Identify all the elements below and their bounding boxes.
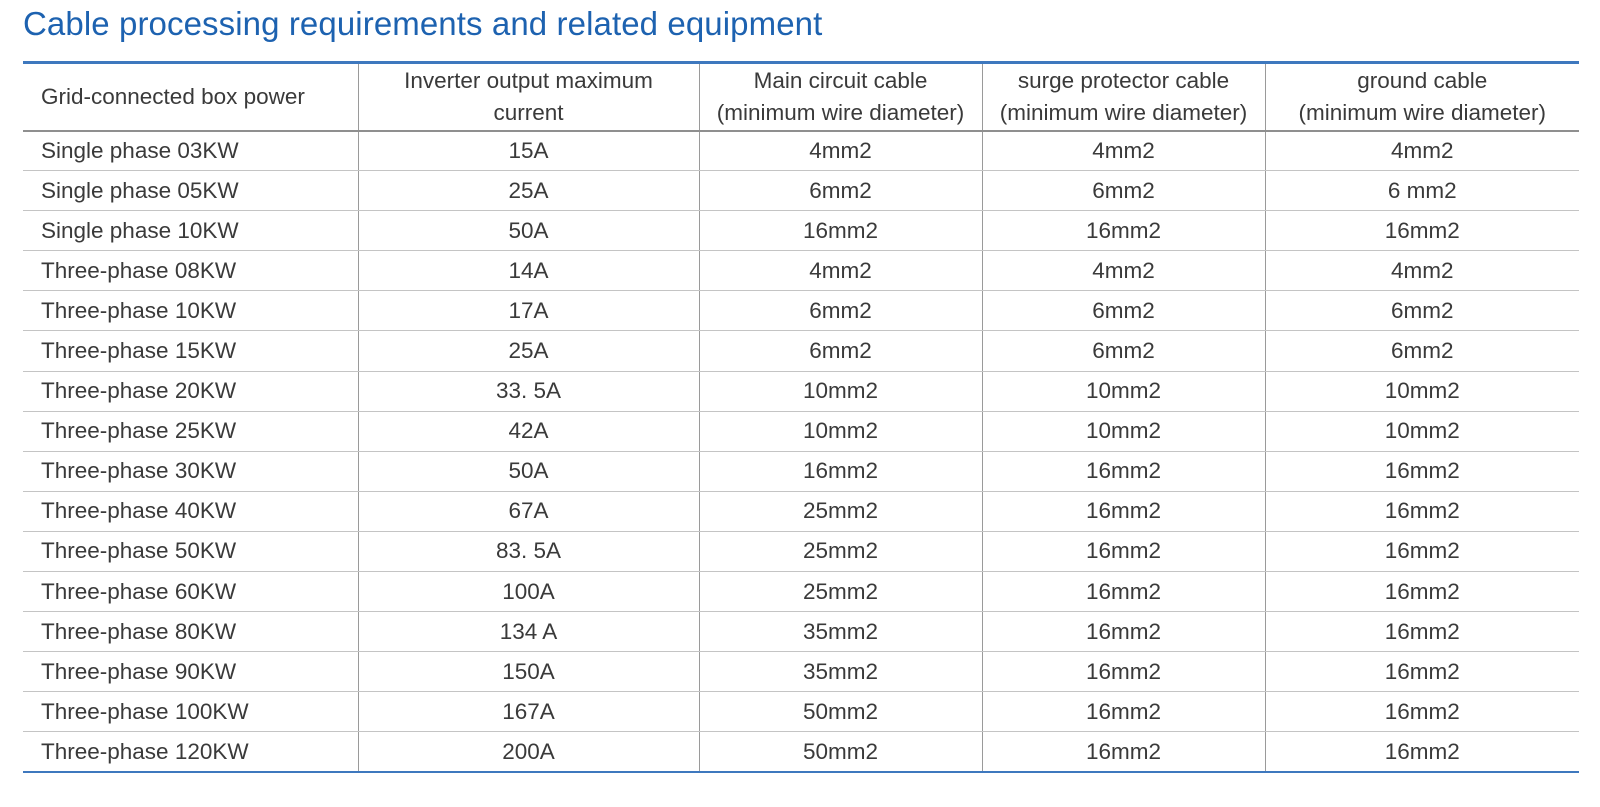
header-line2: (minimum wire diameter) [716, 100, 965, 126]
table-row [23, 371, 1579, 411]
cell-max-current: 83. 5A [358, 531, 699, 571]
cell-surge-protector-cable: 10mm2 [982, 371, 1265, 411]
cell-surge-protector-cable: 6mm2 [982, 331, 1265, 371]
cell-max-current: 17A [358, 291, 699, 331]
cell-max-current: 150A [358, 652, 699, 692]
cell-ground-cable: 10mm2 [1265, 411, 1579, 451]
cell-ground-cable: 16mm2 [1265, 531, 1579, 571]
table-body [23, 131, 1579, 773]
table-row [23, 451, 1579, 491]
cell-power: Single phase 05KW [23, 171, 358, 211]
cell-ground-cable: 16mm2 [1265, 732, 1579, 772]
cell-power: Three-phase 10KW [23, 291, 358, 331]
cell-main-circuit-cable: 4mm2 [699, 251, 982, 291]
cell-max-current: 15A [358, 131, 699, 171]
cell-surge-protector-cable: 4mm2 [982, 251, 1265, 291]
table-row [23, 531, 1579, 571]
cell-surge-protector-cable: 16mm2 [982, 732, 1265, 772]
cell-main-circuit-cable: 16mm2 [699, 211, 982, 251]
cell-power: Three-phase 90KW [23, 652, 358, 692]
cell-surge-protector-cable: 16mm2 [982, 652, 1265, 692]
header-line1: surge protector cable [1017, 68, 1230, 94]
header-surge-protector-cable [982, 63, 1265, 131]
cell-ground-cable: 16mm2 [1265, 612, 1579, 652]
header-line1: Inverter output maximum [404, 68, 653, 94]
cell-max-current: 50A [358, 211, 699, 251]
header-ground-cable [1265, 63, 1579, 131]
cell-power: Three-phase 30KW [23, 451, 358, 491]
cell-max-current: 25A [358, 331, 699, 371]
header-line1: ground cable [1357, 68, 1488, 94]
cell-power: Three-phase 40KW [23, 491, 358, 531]
cell-max-current: 33. 5A [358, 371, 699, 411]
cell-main-circuit-cable: 10mm2 [699, 411, 982, 451]
cell-ground-cable: 4mm2 [1265, 131, 1579, 171]
cell-ground-cable: 16mm2 [1265, 491, 1579, 531]
cell-power: Single phase 10KW [23, 211, 358, 251]
cell-ground-cable: 16mm2 [1265, 451, 1579, 491]
table-row [23, 331, 1579, 371]
table-row [23, 171, 1579, 211]
table-row [23, 732, 1579, 772]
cell-max-current: 67A [358, 491, 699, 531]
cell-main-circuit-cable: 6mm2 [699, 171, 982, 211]
cell-ground-cable: 6mm2 [1265, 291, 1579, 331]
cell-surge-protector-cable: 16mm2 [982, 531, 1265, 571]
cell-power: Three-phase 80KW [23, 612, 358, 652]
header-line2: current [493, 100, 564, 126]
header-grid-connected-box-power [23, 63, 358, 131]
table-row [23, 491, 1579, 531]
cell-power: Three-phase 100KW [23, 692, 358, 732]
cell-main-circuit-cable: 6mm2 [699, 331, 982, 371]
cell-ground-cable: 10mm2 [1265, 371, 1579, 411]
table-row [23, 692, 1579, 732]
table-row [23, 652, 1579, 692]
cell-main-circuit-cable: 16mm2 [699, 451, 982, 491]
cell-surge-protector-cable: 16mm2 [982, 491, 1265, 531]
table-row [23, 572, 1579, 612]
cell-ground-cable: 16mm2 [1265, 211, 1579, 251]
cell-max-current: 25A [358, 171, 699, 211]
cell-power: Single phase 03KW [23, 131, 358, 171]
cell-ground-cable: 4mm2 [1265, 251, 1579, 291]
cell-surge-protector-cable: 16mm2 [982, 692, 1265, 732]
cell-surge-protector-cable: 16mm2 [982, 572, 1265, 612]
cell-main-circuit-cable: 35mm2 [699, 612, 982, 652]
header-line1: Main circuit cable [753, 68, 928, 94]
cell-power: Three-phase 08KW [23, 251, 358, 291]
cell-power: Three-phase 20KW [23, 371, 358, 411]
cell-max-current: 167A [358, 692, 699, 732]
cell-ground-cable: 6mm2 [1265, 331, 1579, 371]
table-row [23, 251, 1579, 291]
cell-main-circuit-cable: 25mm2 [699, 491, 982, 531]
cell-power: Three-phase 25KW [23, 411, 358, 451]
header-line2: (minimum wire diameter) [1298, 100, 1547, 126]
header-line2: (minimum wire diameter) [999, 100, 1248, 126]
cell-surge-protector-cable: 6mm2 [982, 291, 1265, 331]
cell-surge-protector-cable: 16mm2 [982, 612, 1265, 652]
cable-spec-table [23, 61, 1579, 773]
cell-main-circuit-cable: 4mm2 [699, 131, 982, 171]
table-row [23, 211, 1579, 251]
cell-ground-cable: 16mm2 [1265, 692, 1579, 732]
cell-max-current: 50A [358, 451, 699, 491]
cell-surge-protector-cable: 16mm2 [982, 451, 1265, 491]
cell-power: Three-phase 15KW [23, 331, 358, 371]
table-header [23, 63, 1579, 131]
cell-main-circuit-cable: 25mm2 [699, 572, 982, 612]
cable-spec-table-container [23, 61, 1579, 773]
page-title: Cable processing requirements and related equipment [23, 5, 823, 42]
cell-power: Three-phase 60KW [23, 572, 358, 612]
table-row [23, 131, 1579, 171]
cell-max-current: 100A [358, 572, 699, 612]
cell-surge-protector-cable: 4mm2 [982, 131, 1265, 171]
cell-ground-cable: 16mm2 [1265, 652, 1579, 692]
cell-main-circuit-cable: 25mm2 [699, 531, 982, 571]
cell-max-current: 42A [358, 411, 699, 451]
cell-main-circuit-cable: 35mm2 [699, 652, 982, 692]
header-line1: Grid-connected box power [41, 84, 305, 110]
cell-ground-cable: 6 mm2 [1265, 171, 1579, 211]
cell-power: Three-phase 50KW [23, 531, 358, 571]
cell-max-current: 134 A [358, 612, 699, 652]
cell-max-current: 14A [358, 251, 699, 291]
cell-surge-protector-cable: 16mm2 [982, 211, 1265, 251]
cell-max-current: 200A [358, 732, 699, 772]
header-inverter-output-current [358, 63, 699, 131]
table-row [23, 612, 1579, 652]
cell-power: Three-phase 120KW [23, 732, 358, 772]
cell-main-circuit-cable: 50mm2 [699, 692, 982, 732]
cell-main-circuit-cable: 50mm2 [699, 732, 982, 772]
header-row [23, 63, 1579, 131]
header-main-circuit-cable [699, 63, 982, 131]
table-row [23, 411, 1579, 451]
cell-surge-protector-cable: 10mm2 [982, 411, 1265, 451]
cell-surge-protector-cable: 6mm2 [982, 171, 1265, 211]
cell-ground-cable: 16mm2 [1265, 572, 1579, 612]
cell-main-circuit-cable: 6mm2 [699, 291, 982, 331]
cell-main-circuit-cable: 10mm2 [699, 371, 982, 411]
table-row [23, 291, 1579, 331]
